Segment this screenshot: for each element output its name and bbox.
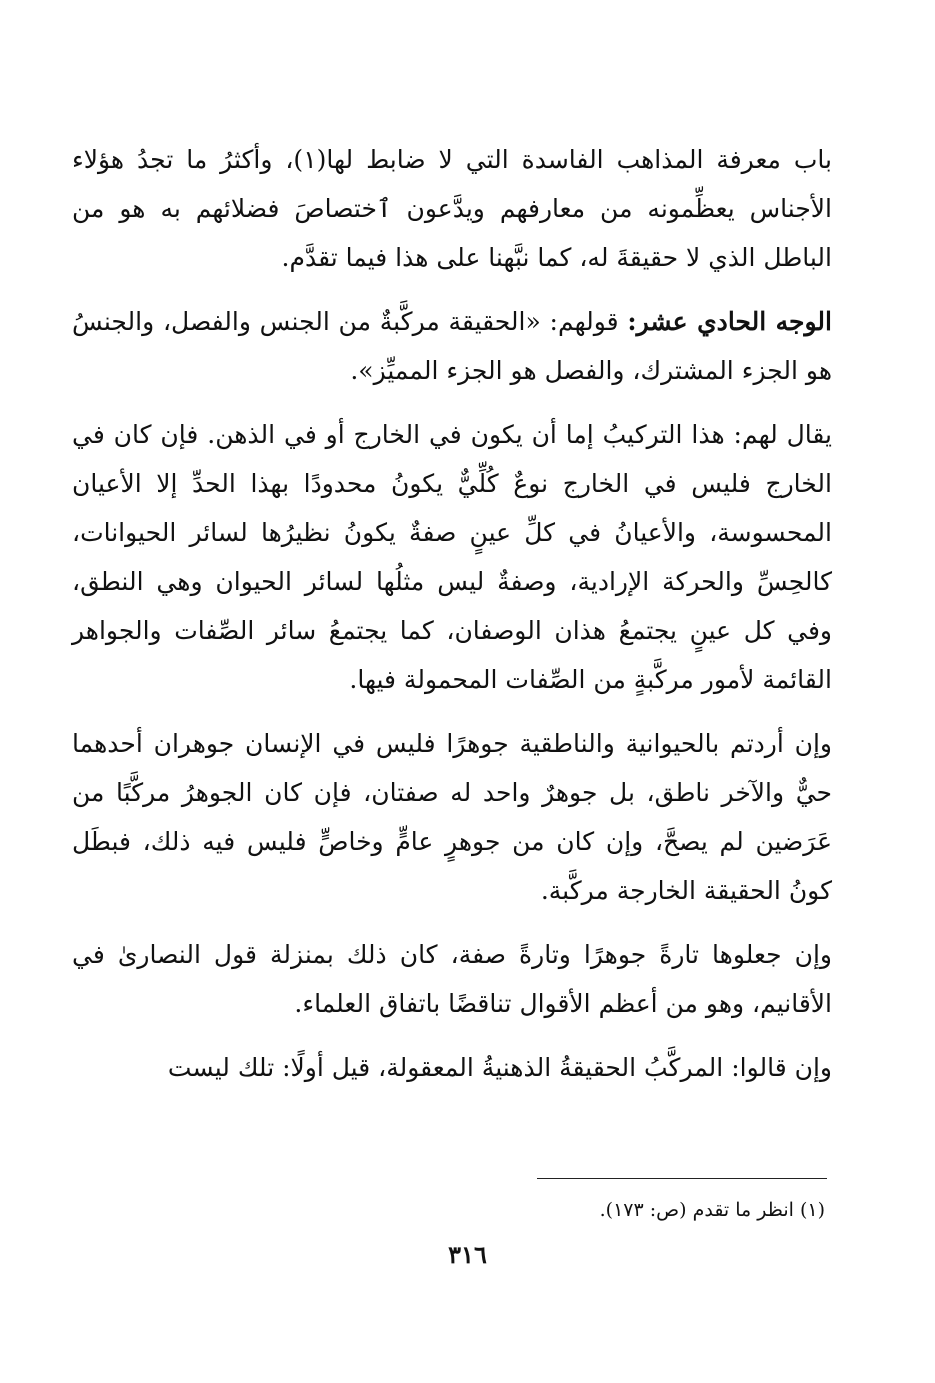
paragraph-5 (72, 930, 832, 1028)
paragraph-6-text: وإن قالوا: المركَّبُ الحقيقةُ الذهنيةُ المعقولة، قيل أولًا: تلك ليست (167, 1053, 832, 1082)
paragraph-6 (72, 1043, 832, 1092)
paragraph-4 (72, 719, 832, 915)
footnote-divider (537, 1178, 827, 1179)
page-body (72, 135, 832, 1107)
paragraph-3-text: يقال لهم: هذا التركيبُ إما أن يكون في الخارج أو في الذهن. فإن كان في الخارج فليس في الخارج نوعٌ كُلِّيٌّ يكونُ محدودًا بهذا الحدِّ إلا الأعيان المحسوسة، والأعيانُ في كلِّ عينٍ صفةٌ يكونُ نظيرُها لسائر الحيوانات، كالحِسِّ والحركة الإرادية، وصفةٌ ليس مثلُها لسائر الحيوان وهي النطق، وفي كل عينٍ يجتمعُ هذان الوصفان، كما يجتمعُ سائر الصِّفات والجواهر القائمة لأمور مركَّبةٍ من الصِّفات المحمولة فيها. (72, 420, 832, 694)
paragraph-5-text: وإن جعلوها تارةً جوهرًا وتارةً صفة، كان ذلك بمنزلة قول النصارىٰ في الأقانيم، وهو من أعظم الأقوال تناقضًا باتفاق العلماء. (72, 940, 832, 1018)
paragraph-2 (72, 297, 832, 395)
paragraph-4-text: وإن أردتم بالحيوانية والناطقية جوهرًا فليس في الإنسان جوهران أحدهما حيٌّ والآخر ناطق، بل جوهرٌ واحد له صفتان، فإن كان الجوهرُ مركَّبًا من عَرَضين لم يصحَّ، وإن كان من جوهرٍ عامٍّ وخاصٍّ فليس فيه ذلك، فبطَل كونُ الحقيقة الخارجة مركَّبة. (72, 729, 832, 905)
footnote: (١) انظر ما تقدم (ص: ١٧٣). (599, 1199, 825, 1221)
paragraph-2-text: قولهم: «الحقيقة مركَّبةٌ من الجنس والفصل، والجنسُ هو الجزء المشترك، والفصل هو الجزء المميِّز». (72, 307, 832, 385)
paragraph-3 (72, 410, 832, 704)
paragraph-1 (72, 135, 832, 282)
paragraph-1-text: باب معرفة المذاهب الفاسدة التي لا ضابط لها(١)، وأكثرُ ما تجدُ هؤلاء الأجناس يعظِّمونه من معارفهم ويدَّعون ٱختصاصَ فضلائهم به هو من الباطل الذي لا حقيقةَ له، كما نبَّهنا على هذا فيما تقدَّم. (72, 145, 832, 272)
page-number: ٣١٦ (448, 1240, 487, 1269)
section-heading: الوجه الحادي عشر: (627, 307, 832, 336)
